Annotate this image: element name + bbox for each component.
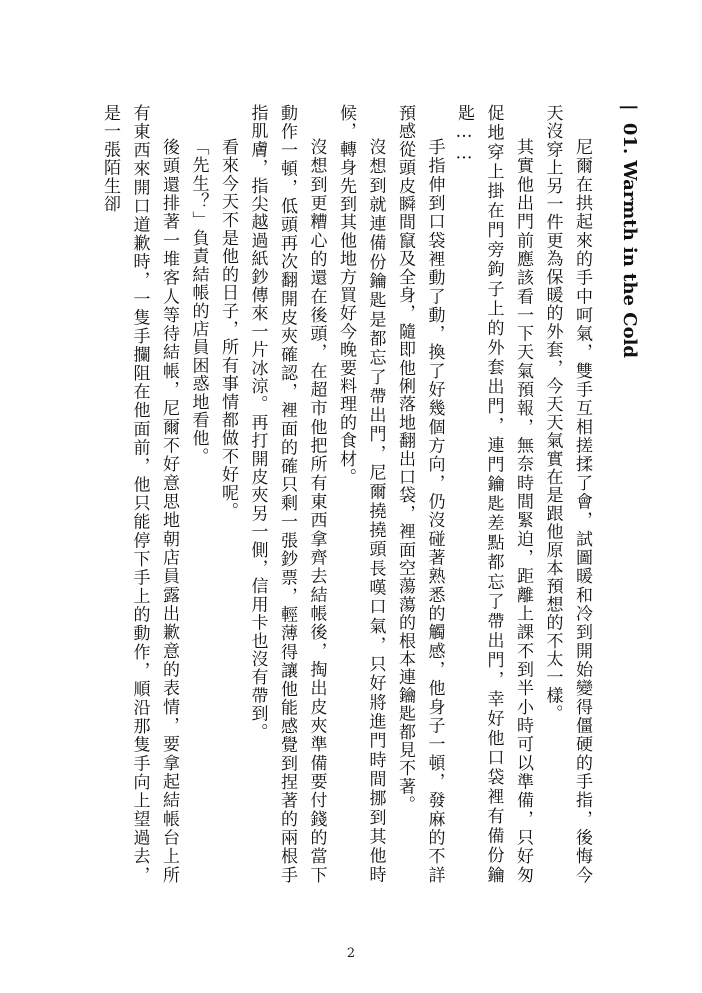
paragraph: 尼爾在拱起來的手中呵氣，雙手互相搓揉了會，試圖暖和冷到開始變得僵硬的手指，後悔今天沒穿上另一件更為保暖的外套，今天天氣實在是跟他原本預想的不太一樣。 (542, 104, 592, 884)
paragraph: 「先生？」負責結帳的店員困惑地看他。 (188, 138, 209, 466)
paragraph: 其實他出門前應該看一下天氣預報，無奈時間緊迫，距離上課不到半小時可以準備，只好匆促地穿上掛在門旁鉤子上的外套出門，連門鑰匙差點都忘了帶出門，幸好他口袋裡有備份鑰匙…… (454, 104, 533, 884)
paragraph: 看來今天不是他的日子，所有事情都做不好呢。 (218, 138, 238, 521)
paragraph: 後頭還排著一堆客人等待結帳，尼爾不好意思地朝店員露出歉意的表情，要拿起結帳台上所有東西來開口道歉時，一隻手攔阻在他面前，他只能停下手上的動作，順沿那隻手向上望過去，是一張陌生卻 (100, 104, 179, 884)
paragraph: 沒想到更糟心的還在後頭，在超市他把所有東西拿齊去結帳後，掏出皮夾準備要付錢的當下動作一頓，低頭再次翻開皮夾確認，裡面的確只剩一張鈔票，輕薄得讓他能感覺到捏著的兩根手指肌膚，指尖越過紙鈔傳來一片冰涼。再打開皮夾另一側，信用卡也沒有帶到。 (247, 104, 327, 884)
paragraph: 沒想到就連備份鑰匙是都忘了帶出門，尼爾撓撓頭長嘆口氣，只好將進門時間挪到其他時候，轉身先到其他地方買好今晚要料理的食材。 (336, 104, 386, 884)
chapter-title-text: 01. Warmth in the Cold (619, 122, 640, 359)
vertical-text-body (44, 104, 644, 884)
page-number: 2 (346, 946, 356, 961)
chapter-title-marker: | (619, 104, 640, 111)
paragraph: 手指伸到口袋裡動了動，換了好幾個方向，仍沒碰著熟悉的觸感，他身子一頓，發麻的不詳預感從頭皮瞬間竄及全身，隨即他俐落地翻出口袋，裡面空蕩蕩的根本連鑰匙都見不著。 (395, 104, 445, 884)
chapter-title (614, 104, 644, 884)
